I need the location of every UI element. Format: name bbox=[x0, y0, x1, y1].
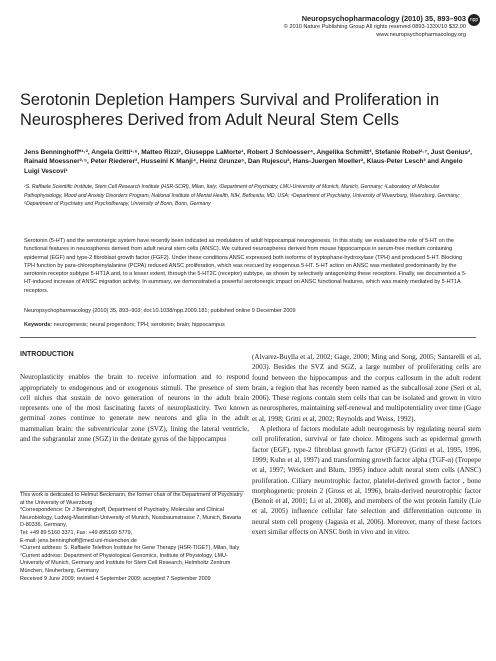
contact-email[interactable]: E-mail: jens.benninghoff@med.uni-muenchen.de bbox=[20, 537, 137, 544]
footnotes bbox=[20, 491, 244, 583]
left-column bbox=[20, 350, 249, 444]
keywords-label: Keywords: bbox=[24, 322, 53, 328]
correspondence-note: *Correspondence: Dr J Benninghoff, Department of Psychiatry, Molecular and Clinical Neurobiology, Ludwig-Maximilian University of Munich, Nussbaumstrasse 7, Munich, Bavaria D-80336, Germany, bbox=[20, 507, 242, 529]
right-column bbox=[252, 352, 481, 537]
current-address-note-2: ⁷Current address: Department of Physiological Genomics, Institute of Physiology, LMU-University of Munich, Germany and Institute for Stem Cell Research, Helmholtz Zentrum München, Neuherberg, Germany bbox=[20, 552, 231, 574]
citation-line: Neuropsychopharmacology (2010) 35, 893–903; doi:10.1038/npp.2009.181; published online 9 December 2009 bbox=[24, 308, 296, 314]
introduction-heading: INTRODUCTION bbox=[20, 351, 74, 358]
current-address-note: ⁶Current address: S. Raffaele Telethon Institute for Gene Therapy (HSR-TIGET), Milan, Italy bbox=[20, 545, 240, 552]
contact-phone: Tel: +49 89 5160 3371, Fax: +49 895160 5779, bbox=[20, 529, 133, 536]
received-dates: Received 9 June 2009; revised 4 September 2009; accepted 7 September 2009 bbox=[20, 575, 211, 582]
abstract: Serotonin (5-HT) and the serotonergic system have recently been indicated as modulators of adult hippocampal neurogenesis. In this study, we evaluated the role of 5-HT on the functional features in neurospheres derived from adult neural stem cells (ANSC). We cultured neurospheres derived from mouse hippocampus in serum-free medium containing epidermal (EGF) and type-2 fibroblast growth factor (FGF2). Under these conditions ANSC expressed both isoforms of tryptophane-hydroxylase (TPH) and produced 5-HT. Blocking TPH function by para-chlorophenylalanine (PCPA) reduced ANSC proliferation, which was rescued by exogenous 5-HT. 5-HT action on ANSC was mediated predominantly by the serotonin receptor subtype 5-HT1A and, to a lesser extent, through the 5-HT2C (receptor) subtype, as shown by selectively antagonizing these receptors. Finally, we documented a 5-HT-induced increase of ANSC migration activity. In summary, we demonstrated a powerful serotonergic impact on ANSC functional features, which was mainly mediated by 5-HT1A receptors. bbox=[24, 238, 467, 294]
keywords-list: neurogenesis; neural progenitors; TPH; serotonin; brain; hippocampus bbox=[53, 322, 225, 328]
dedication-note: This work is dedicated to Helmut Beckmann, the former chair of the Department of Psychiatry at the University of Wuerzburg bbox=[20, 492, 243, 506]
journal-citation: Neuropsychopharmacology (2010) 35, 893–903 bbox=[301, 14, 466, 23]
intro-paragraph: Neuroplasticity enables the brain to receive information and to respond appropriately to endogenous and or exogenous stimuli. The presence of stem cell niches that sustain de novo generation of neurons in the adult brain represents one of the most fascinating facets of neuroplasticity. Two known germinal zones continue to generate new neurons and glia in the adult mammalian brain: the subventricular zone (SVZ), lining the lateral ventricle, and the subgranular zone (SGZ) in the dentate gyrus of the hippocampus bbox=[20, 373, 249, 444]
journal-url[interactable]: www.neuropsychopharmacology.org bbox=[376, 32, 466, 38]
intro-paragraph-2: A plethora of factors modulate adult neurogenesis by regulating neural stem cell proliferation, survival or fate choice. Mitogens such as epidermal growth factor (EGF), type-2 fibroblast growth factor (FGF2) (Gritti et al, 1995, 1996, 1999; Kuhn et al, 1997) and transforming growth factor alpha (TGF-α) (Tropepe et al, 1997; Weickert and Blum, 1995) induce adult neural stem cells (ANSC) proliferation. Ciliary neurotrophic factor, platelet-derived growth factor , bone morphogenetic protein 2 (Gross et al, 1996), brain-derived neurotrophic factor (Benoit et al, 2001; Li et al, 2008), and members of the wnt protein family (Lie et al, 2005) influence cellular fate selection and differentiation outcome in neural stem cell progeny (Jagasia et al, 2006). Moreover, many of these factors exert similar effects on ANSC both in vivo and in vitro. bbox=[252, 425, 481, 537]
affiliations: ¹S. Raffaele Scientific Institute, Stem Cell Research Institute (HSR-SCRI), Milan, Italy; ²Department of Psychiatry, LMU-University of Munich, Munich, Germany; ³Laboratory of Molecular Pathophysiology, Mood and Anxiety Disorders Program, National Institute of Mental Health, NIH, Bethesda, MD, USA; ⁴Department of Psychiatry, University of Wuerzburg, Wuerzburg, Germany; ⁵Department of Psychiatry and Psychotherapy, University of Bonn, Bonn, Germany bbox=[24, 184, 460, 207]
keywords-line bbox=[24, 322, 470, 328]
publisher-logo: npp bbox=[468, 14, 480, 26]
author-list: Jens Benninghoff*¹·², Angela Gritti¹·⁶, Matteo Rizzi¹, Giuseppe LaMorte¹, Robert J Schloesser⁴, Angelika Schmitt³, Stefanie Robel²·⁷, Just Genius², Rainald Moessner³·⁵, Peter Riederer³, Husseini K Manji⁴, Heinz Grunze⁵, Dan Rujescu², Hans-Juergen Moeller², Klaus-Peter Lesch³ and Angelo Luigi Vescovi¹ bbox=[24, 149, 472, 175]
article-title: Serotonin Depletion Hampers Survival and Proliferation in Neurospheres Derived from Adult Neural Stem Cells bbox=[20, 91, 440, 129]
section-divider bbox=[20, 337, 476, 338]
journal-header bbox=[276, 14, 466, 39]
intro-continuation: (Alvarez-Buylla et al, 2002; Gage, 2000; Ming and Song, 2005; Santarelli et al, 2003). Besides the SVZ and SGZ, a large number of proliferating cells are found between the hippocampus and the corpus callosum in the adult rodent brain, a region that has recently been named as the subcallosal zone (Seri et al, 2006). These regions contain stem cells that can be isolated and grown in vitro as neurospheres, maintaining self-renewal and multipotentiality over time (Gage et al, 1998; Gritti et al, 2002; Reynolds and Weiss, 1992). bbox=[252, 353, 481, 423]
copyright: © 2010 Nature Publishing Group All rights reserved 0893-133X/10 $32.00 bbox=[283, 24, 466, 30]
